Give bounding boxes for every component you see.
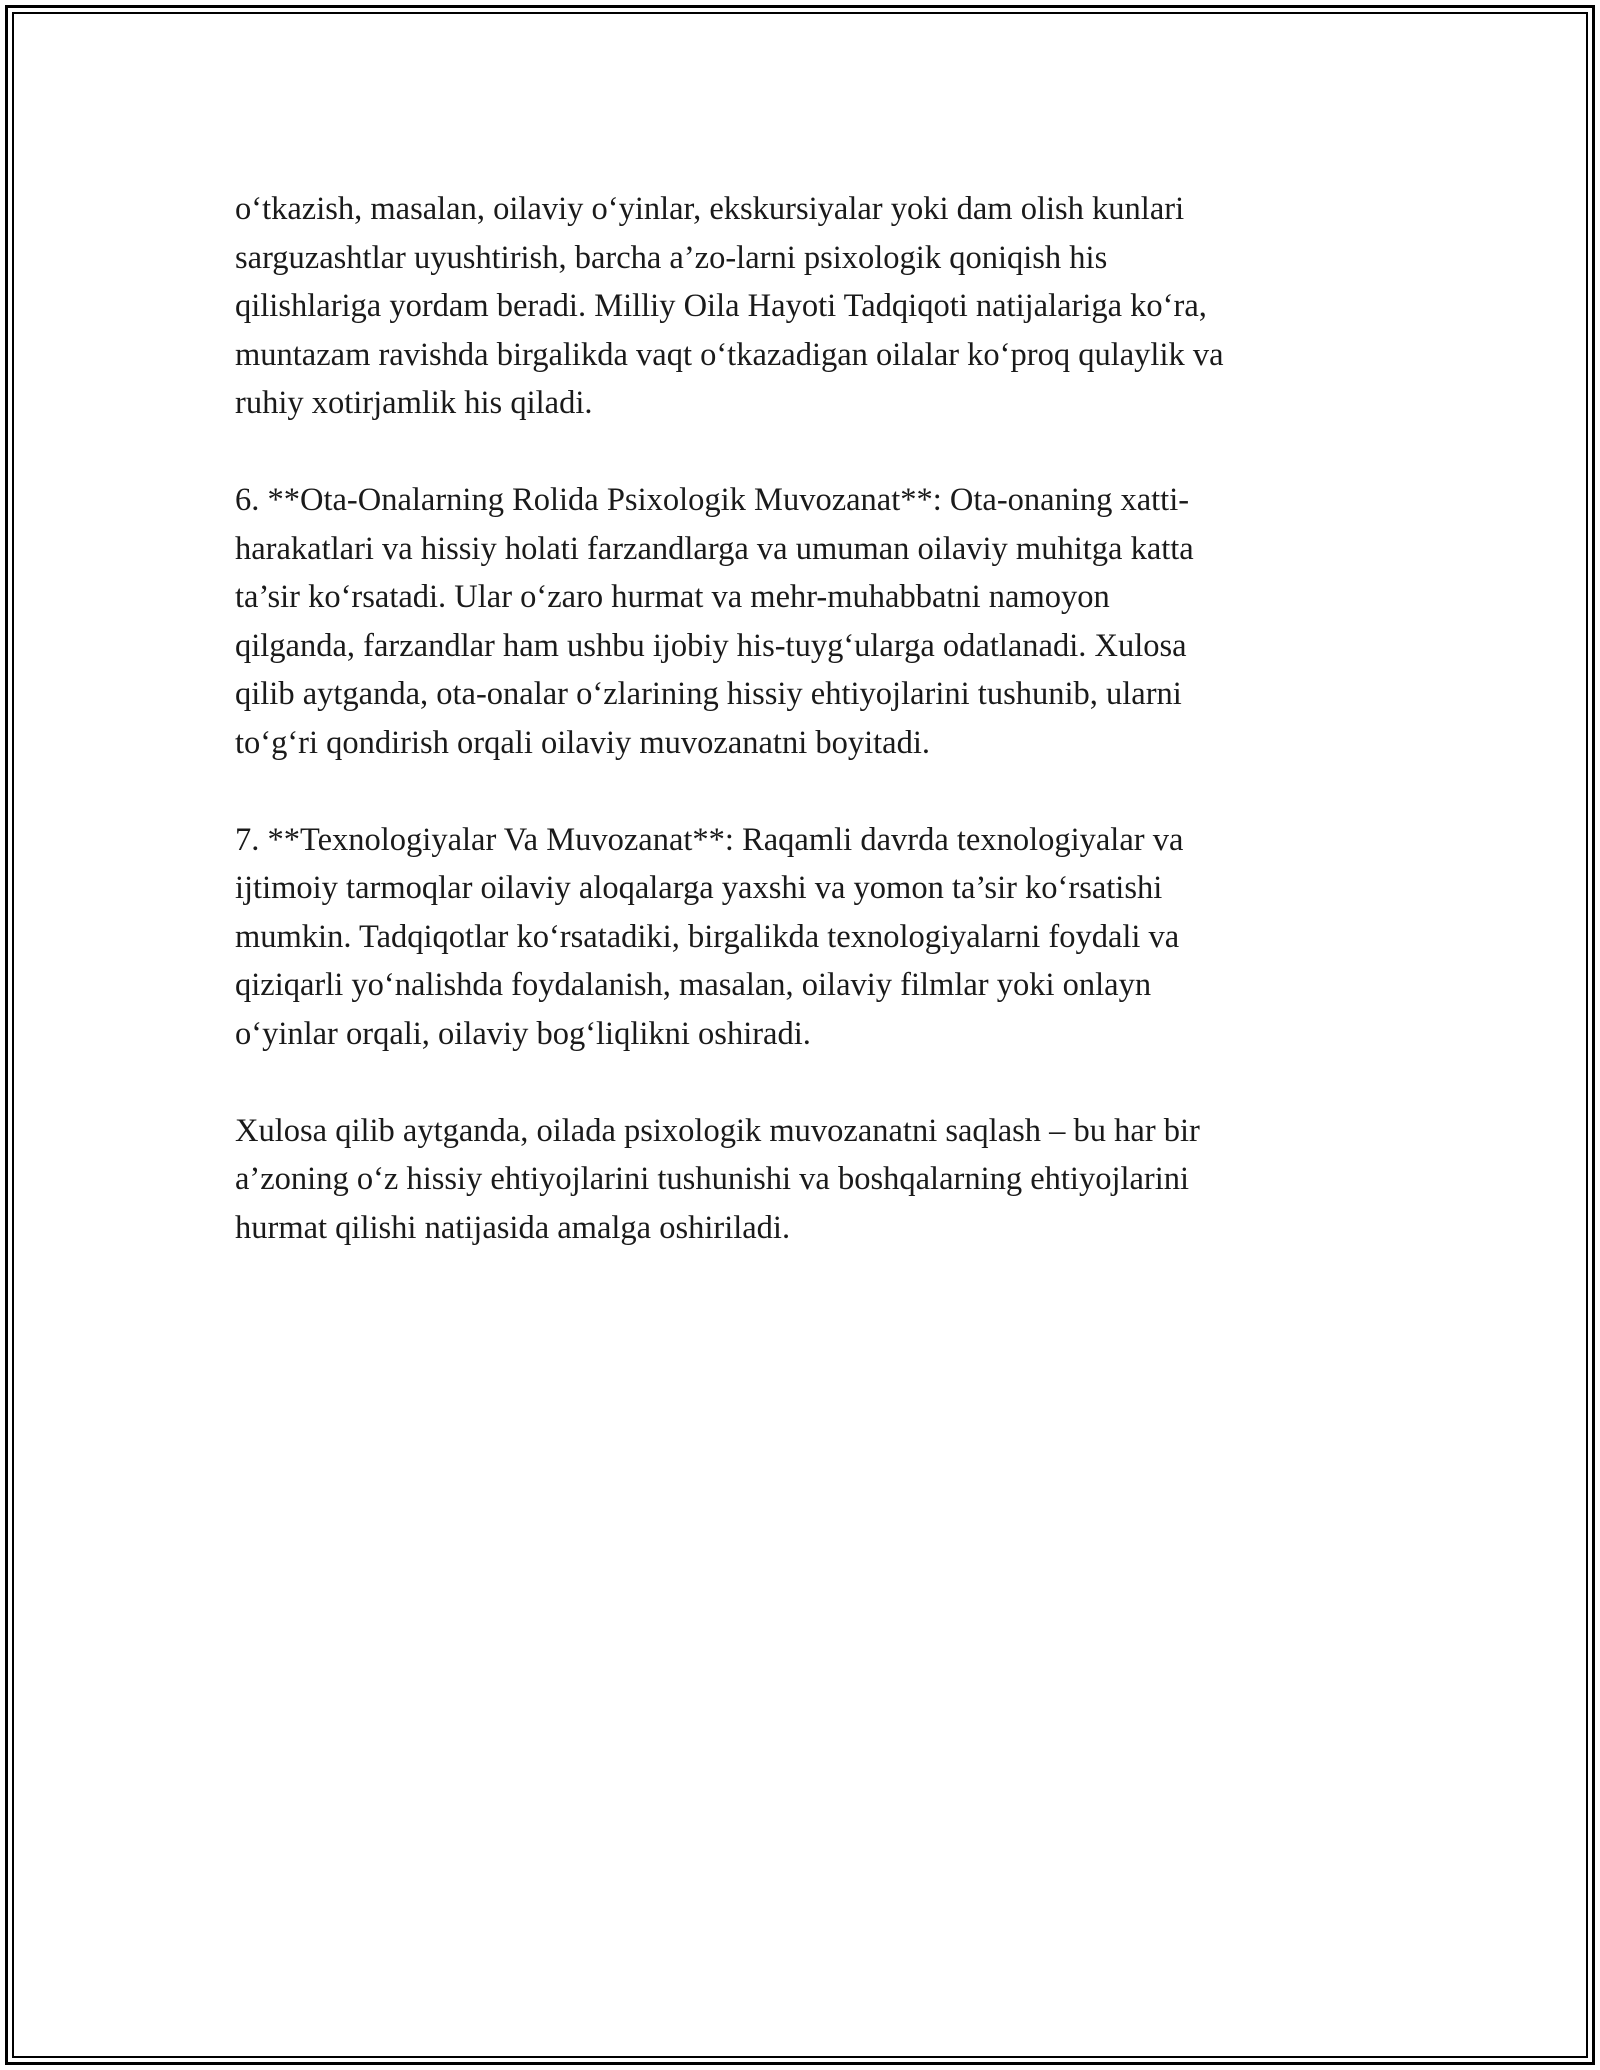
paragraph-family-activities bbox=[235, 185, 1385, 428]
text-line: ruhiy xotirjamlik his qiladi. bbox=[235, 385, 593, 421]
text-line: muntazam ravishda birgalikda vaqt o‘tkazadigan oilalar ko‘proq qulaylik va bbox=[235, 336, 1224, 373]
text-line: 7. **Texnologiyalar Va Muvozanat**: Raqamli davrda texnologiyalar va bbox=[235, 821, 1184, 858]
text-line: 6. **Ota-Onalarning Rolida Psixologik Muvozanat**: Ota-onaning xatti- bbox=[235, 482, 1190, 518]
text-line: qiziqarli yo‘nalishda foydalanish, masalan, oilaviy filmlar yoki onlayn bbox=[235, 967, 1152, 1003]
text-line: harakatlari va hissiy holati farzandlarga va umuman oilaviy muhitga katta bbox=[235, 530, 1194, 567]
text-line: ijtimoiy tarmoqlar oilaviy aloqalarga yaxshi va yomon ta’sir ko‘rsatishi bbox=[235, 870, 1163, 906]
text-line: to‘g‘ri qondirish orqali oilaviy muvozanatni boyitadi. bbox=[235, 724, 931, 761]
document-body bbox=[235, 185, 1385, 1301]
text-line: mumkin. Tadqiqotlar ko‘rsatadiki, birgalikda texnologiyalarni foydali va bbox=[235, 918, 1180, 955]
text-line: ta’sir ko‘rsatadi. Ular o‘zaro hurmat va mehr-muhabbatni namoyon bbox=[235, 579, 1110, 615]
text-line: a’zoning o‘z hissiy ehtiyojlarini tushunishi va boshqalarning ehtiyojlarini bbox=[235, 1161, 1190, 1197]
text-line: sarguzashtlar uyushtirish, barcha a’zo-larni psixologik qoniqish his bbox=[235, 239, 1108, 276]
text-line: hurmat qilishi natijasida amalga oshiriladi. bbox=[235, 1209, 791, 1246]
paragraph-item-7 bbox=[235, 816, 1385, 1059]
text-line: o‘yinlar orqali, oilaviy bog‘liqlikni oshiradi. bbox=[235, 1015, 811, 1052]
paragraph-item-6 bbox=[235, 476, 1385, 767]
text-line: qilganda, farzandlar ham ushbu ijobiy his-tuyg‘ularga odatlanadi. Xulosa bbox=[235, 627, 1187, 664]
text-line: qilib aytganda, ota-onalar o‘zlarining hissiy ehtiyojlarini tushunib, ularni bbox=[235, 676, 1182, 712]
paragraph-conclusion bbox=[235, 1107, 1385, 1253]
text-line: qilishlariga yordam beradi. Milliy Oila Hayoti Tadqiqoti natijalariga ko‘ra, bbox=[235, 288, 1207, 324]
text-line: Xulosa qilib aytganda, oilada psixologik muvozanatni saqlash – bu har bir bbox=[235, 1112, 1200, 1149]
text-line: o‘tkazish, masalan, oilaviy o‘yinlar, ekskursiyalar yoki dam olish kunlari bbox=[235, 191, 1185, 227]
